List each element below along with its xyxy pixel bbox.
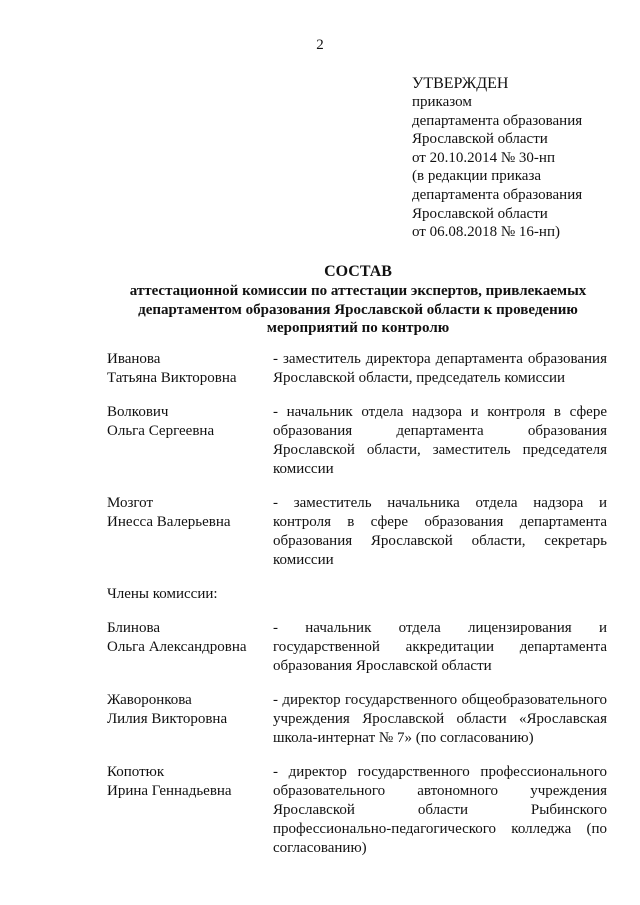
- member-surname: Жаворонкова: [107, 692, 192, 708]
- member-row: [107, 494, 607, 570]
- approval-stamp: [412, 74, 632, 242]
- member-surname: Копотюк: [107, 764, 165, 780]
- member-surname: Иванова: [107, 351, 161, 367]
- document-title: [102, 262, 614, 338]
- member-given-names: Инесса Валерьевна: [107, 514, 231, 530]
- member-surname: Волкович: [107, 404, 169, 420]
- approval-line: от 20.10.2014 № 30-нп: [412, 149, 555, 166]
- title-subtitle-line: департаментом образования Ярославской области к проведению: [138, 301, 578, 318]
- approval-heading: УТВЕРЖДЕН: [412, 75, 509, 92]
- member-name: [107, 619, 273, 657]
- member-row: [107, 763, 607, 858]
- title-heading: СОСТАВ: [324, 263, 392, 280]
- member-role: - начальник отдела лицензирования и государственной аккредитации департамента образования Ярославской области: [273, 620, 607, 674]
- title-subtitle-line: мероприятий по контролю: [266, 320, 450, 337]
- member-name: [107, 350, 273, 388]
- member-row: [107, 350, 607, 388]
- member-given-names: Ольга Сергеевна: [107, 423, 215, 439]
- approval-line: от 06.08.2018 № 16-нп): [412, 224, 560, 241]
- member-given-names: Ирина Геннадьевна: [107, 783, 232, 799]
- member-surname: Блинова: [107, 620, 160, 636]
- approval-line: (в редакции приказа: [412, 168, 542, 185]
- members-section-label: Члены комиссии:: [107, 586, 218, 602]
- commission-list: [107, 350, 607, 858]
- member-surname: Мозгот: [107, 495, 154, 511]
- member-name: [107, 691, 273, 729]
- member-given-names: Татьяна Викторовна: [107, 370, 237, 386]
- approval-line: департамента образования: [412, 112, 583, 129]
- member-role: - заместитель начальника отдела надзора и контроля в сфере образования департамента образования Ярославской области, секретарь комиссии: [273, 495, 607, 568]
- member-role: - заместитель директора департамента образования Ярославской области, председатель комиссии: [273, 351, 607, 386]
- member-name: [107, 494, 273, 532]
- member-row: [107, 403, 607, 479]
- member-given-names: Ольга Александровна: [107, 639, 247, 655]
- approval-line: Ярославской области: [412, 131, 548, 148]
- member-given-names: Лилия Викторовна: [107, 711, 228, 727]
- member-name: [107, 403, 273, 441]
- member-row: [107, 619, 607, 676]
- approval-line: Ярославской области: [412, 205, 548, 222]
- member-role: - директор государственного профессионального образовательного автономного учреждения Ярославской области Рыбинского профессионально-педагогического колледжа (по согласованию): [273, 764, 607, 856]
- member-role: - директор государственного общеобразовательного учреждения Ярославской области «Ярославская школа-интернат № 7» (по согласованию): [273, 692, 607, 746]
- approval-line: приказом: [412, 94, 472, 110]
- page-number: 2: [316, 37, 324, 53]
- member-role: - начальник отдела надзора и контроля в сфере образования департамента образования Ярославской области, заместитель председателя комиссии: [273, 404, 607, 477]
- member-name: [107, 763, 273, 801]
- title-subtitle-line: аттестационной комиссии по аттестации экспертов, привлекаемых: [129, 283, 587, 299]
- member-row: [107, 691, 607, 748]
- approval-line: департамента образования: [412, 186, 583, 203]
